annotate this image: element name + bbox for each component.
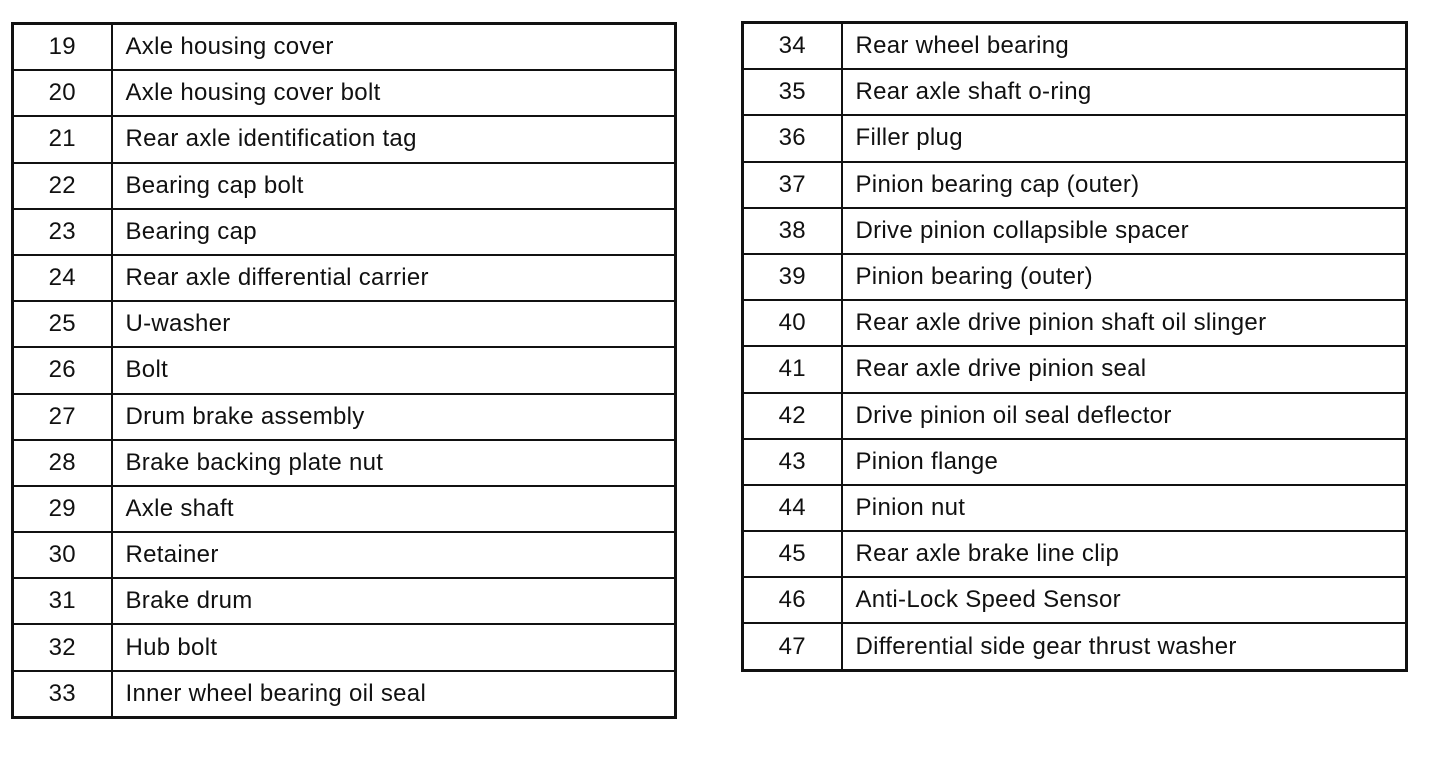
part-number: 44: [743, 485, 842, 531]
table-row: [743, 531, 1407, 577]
table-row: [743, 300, 1407, 346]
part-number: 21: [13, 116, 112, 162]
table-row: [13, 116, 676, 162]
part-description: Rear axle drive pinion shaft oil slinger: [842, 300, 1407, 346]
part-number: 41: [743, 346, 842, 392]
part-description: Retainer: [112, 532, 676, 578]
part-description: Rear axle brake line clip: [842, 531, 1407, 577]
part-description: Rear axle identification tag: [112, 116, 676, 162]
part-description: Pinion nut: [842, 485, 1407, 531]
part-number: 45: [743, 531, 842, 577]
part-number: 19: [13, 24, 112, 71]
table-row: [13, 255, 676, 301]
part-number: 32: [13, 624, 112, 670]
part-number: 27: [13, 394, 112, 440]
table-row: [743, 623, 1407, 670]
part-description: Axle housing cover bolt: [112, 70, 676, 116]
table-row: [13, 578, 676, 624]
part-description: Pinion flange: [842, 439, 1407, 485]
table-row: [13, 24, 676, 71]
part-number: 25: [13, 301, 112, 347]
part-description: U-washer: [112, 301, 676, 347]
parts-table-left: [11, 22, 677, 719]
table-row: [743, 208, 1407, 254]
part-number: 37: [743, 162, 842, 208]
table-row: [743, 69, 1407, 115]
part-description: Filler plug: [842, 115, 1407, 161]
table-row: [743, 115, 1407, 161]
part-number: 36: [743, 115, 842, 161]
part-number: 33: [13, 671, 112, 718]
table-row: [13, 532, 676, 578]
part-description: Axle housing cover: [112, 24, 676, 71]
part-number: 20: [13, 70, 112, 116]
part-number: 28: [13, 440, 112, 486]
part-description: Drive pinion collapsible spacer: [842, 208, 1407, 254]
table-row: [13, 486, 676, 532]
part-number: 42: [743, 393, 842, 439]
part-number: 38: [743, 208, 842, 254]
part-description: Drum brake assembly: [112, 394, 676, 440]
part-description: Rear axle shaft o-ring: [842, 69, 1407, 115]
part-description: Pinion bearing cap (outer): [842, 162, 1407, 208]
part-number: 43: [743, 439, 842, 485]
table-row: [13, 394, 676, 440]
table-row: [743, 439, 1407, 485]
parts-table-left-body: [13, 24, 676, 718]
part-number: 30: [13, 532, 112, 578]
part-number: 35: [743, 69, 842, 115]
part-number: 46: [743, 577, 842, 623]
part-number: 23: [13, 209, 112, 255]
table-row: [13, 209, 676, 255]
table-row: [13, 671, 676, 718]
table-row: [743, 346, 1407, 392]
part-description: Brake backing plate nut: [112, 440, 676, 486]
table-row: [743, 485, 1407, 531]
part-description: Drive pinion oil seal deflector: [842, 393, 1407, 439]
parts-table-right-body: [743, 23, 1407, 671]
parts-table-right: [741, 21, 1408, 672]
table-row: [13, 347, 676, 393]
table-row: [743, 393, 1407, 439]
table-row: [743, 162, 1407, 208]
part-description: Pinion bearing (outer): [842, 254, 1407, 300]
table-row: [743, 254, 1407, 300]
part-description: Inner wheel bearing oil seal: [112, 671, 676, 718]
part-number: 40: [743, 300, 842, 346]
table-row: [743, 23, 1407, 70]
part-number: 47: [743, 623, 842, 670]
part-description: Rear axle differential carrier: [112, 255, 676, 301]
table-row: [13, 624, 676, 670]
part-number: 22: [13, 163, 112, 209]
part-description: Differential side gear thrust washer: [842, 623, 1407, 670]
part-number: 39: [743, 254, 842, 300]
part-description: Bearing cap bolt: [112, 163, 676, 209]
part-description: Rear wheel bearing: [842, 23, 1407, 70]
table-row: [13, 163, 676, 209]
part-description: Hub bolt: [112, 624, 676, 670]
part-description: Anti-Lock Speed Sensor: [842, 577, 1407, 623]
part-description: Brake drum: [112, 578, 676, 624]
table-row: [13, 440, 676, 486]
part-number: 29: [13, 486, 112, 532]
table-row: [13, 70, 676, 116]
part-number: 34: [743, 23, 842, 70]
table-row: [13, 301, 676, 347]
part-description: Rear axle drive pinion seal: [842, 346, 1407, 392]
part-description: Bolt: [112, 347, 676, 393]
part-number: 31: [13, 578, 112, 624]
part-description: Bearing cap: [112, 209, 676, 255]
part-number: 26: [13, 347, 112, 393]
part-description: Axle shaft: [112, 486, 676, 532]
table-row: [743, 577, 1407, 623]
part-number: 24: [13, 255, 112, 301]
